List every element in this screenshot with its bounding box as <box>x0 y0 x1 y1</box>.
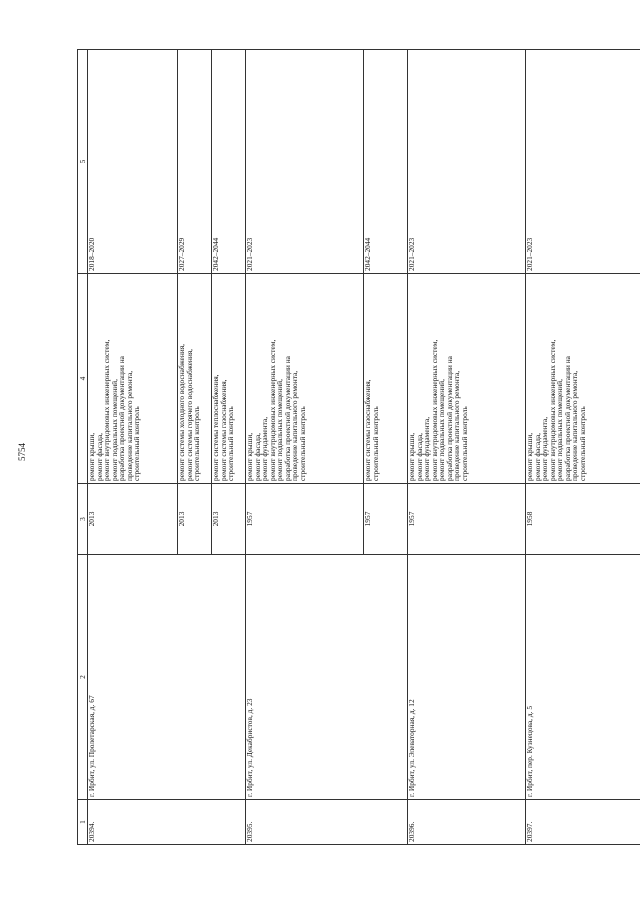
work-item: ремонт крыши, <box>87 432 96 481</box>
page-number: 5754 <box>17 443 27 461</box>
planned-period-cell: 2021–2023 <box>246 50 364 274</box>
column-header-address: 2 <box>78 555 88 800</box>
repair-schedule-table <box>77 49 640 845</box>
work-item: строительный контроль <box>132 406 141 481</box>
works-list-cell <box>408 274 526 484</box>
work-item: ремонт крыши, <box>245 432 254 481</box>
construction-year-cell: 2013 <box>178 484 212 555</box>
work-item: разработка проектной документации на <box>117 356 126 481</box>
work-item: разработка проектной документации на <box>562 356 572 481</box>
work-item: разработка проектной документации на <box>282 356 292 481</box>
planned-period-cell: 2021–2023 <box>408 50 526 274</box>
table-row <box>526 50 640 845</box>
table-row <box>408 50 526 845</box>
works-list-cell <box>526 274 640 484</box>
work-item: строительный контроль <box>459 406 469 481</box>
work-item: проведение капитального ремонта, <box>124 370 134 481</box>
column-header-works: 4 <box>78 274 88 484</box>
column-header-year: 3 <box>78 484 88 555</box>
work-item: ремонт внутридомовых инженерных систем, <box>267 339 277 481</box>
work-item: строительный контроль <box>577 406 587 481</box>
construction-year-cell: 1957 <box>408 484 526 555</box>
work-item: ремонт подвальных помещений, <box>437 379 446 481</box>
address-cell: г. Ирбит, ул. Декабристов, д. 23 <box>246 555 408 800</box>
work-item: ремонт фасада, <box>532 433 542 481</box>
work-item: ремонт подвальных помещений, <box>275 379 284 481</box>
work-item: ремонт системы горячего водоснабжения, <box>184 348 194 481</box>
works-list-cell <box>88 274 178 484</box>
work-item: ремонт системы холодного водоснабжения, <box>177 344 186 481</box>
construction-year-cell: 1957 <box>364 484 408 555</box>
works-list-cell <box>246 274 364 484</box>
works-list-cell <box>212 274 246 484</box>
work-item: проведение капитального ремонта, <box>570 370 579 481</box>
work-item: ремонт фундамента, <box>260 416 269 481</box>
work-item: ремонт внутридомовых инженерных систем, <box>429 339 439 481</box>
construction-year-cell: 2013 <box>88 484 178 555</box>
planned-period-cell: 2042–2044 <box>212 50 246 274</box>
address-cell: г. Ирбит, ул. Пролетарская, д. 67 <box>88 555 246 800</box>
work-item: ремонт крыши, <box>407 432 416 481</box>
table-row <box>246 50 364 845</box>
work-item: разработка проектной документации на <box>444 356 454 481</box>
planned-period-cell: 2021–2023 <box>526 50 640 274</box>
work-item: ремонт фасада, <box>94 433 104 481</box>
construction-year-cell: 1957 <box>246 484 364 555</box>
work-item: строительный контроль <box>370 406 380 481</box>
work-item: строительный контроль <box>192 406 201 481</box>
planned-period-cell: 2042–2044 <box>364 50 408 274</box>
header-row <box>78 50 88 845</box>
work-item: ремонт фундамента, <box>540 416 549 481</box>
work-item: строительный контроль <box>297 406 307 481</box>
planned-period-cell: 2027–2029 <box>178 50 212 274</box>
planned-period-cell: 2018–2020 <box>88 50 178 274</box>
work-item: ремонт фундамента, <box>422 416 431 481</box>
works-list-cell <box>178 274 212 484</box>
work-item: проведение капитального ремонта, <box>452 370 461 481</box>
works-list-cell <box>364 274 408 484</box>
work-item: ремонт подвальных помещений, <box>555 379 564 481</box>
row-number: 20397. <box>526 800 640 845</box>
work-item: ремонт внутридомовых инженерных систем, <box>102 339 111 481</box>
column-header-number: 1 <box>78 800 88 845</box>
row-number: 20394. <box>88 800 246 845</box>
work-item: ремонт системы газоснабжения, <box>363 379 372 481</box>
row-number: 20396. <box>408 800 526 845</box>
table-body <box>88 50 640 845</box>
work-item: ремонт системы газоснабжения, <box>218 379 228 481</box>
row-number: 20395. <box>246 800 408 845</box>
work-item: ремонт внутридомовых инженерных систем, <box>547 339 557 481</box>
address-cell: г. Ирбит, ул. Элеваторная, д. 12 <box>408 555 526 800</box>
work-item: строительный контроль <box>226 406 235 481</box>
work-item: ремонт системы теплоснабжения, <box>211 374 220 481</box>
rotated-table-wrapper <box>77 75 590 845</box>
work-item: ремонт крыши, <box>525 432 534 481</box>
work-item: ремонт фасада, <box>414 433 424 481</box>
work-item: ремонт подвальных помещений, <box>109 379 119 481</box>
column-header-period: 5 <box>78 50 88 274</box>
work-item: ремонт фасада, <box>252 433 262 481</box>
address-cell: г. Ирбит, пер. Кузнецова, д. 5 <box>526 555 640 800</box>
construction-year-cell: 2013 <box>212 484 246 555</box>
construction-year-cell: 1958 <box>526 484 640 555</box>
work-item: проведение капитального ремонта, <box>290 370 299 481</box>
table-row <box>88 50 178 845</box>
